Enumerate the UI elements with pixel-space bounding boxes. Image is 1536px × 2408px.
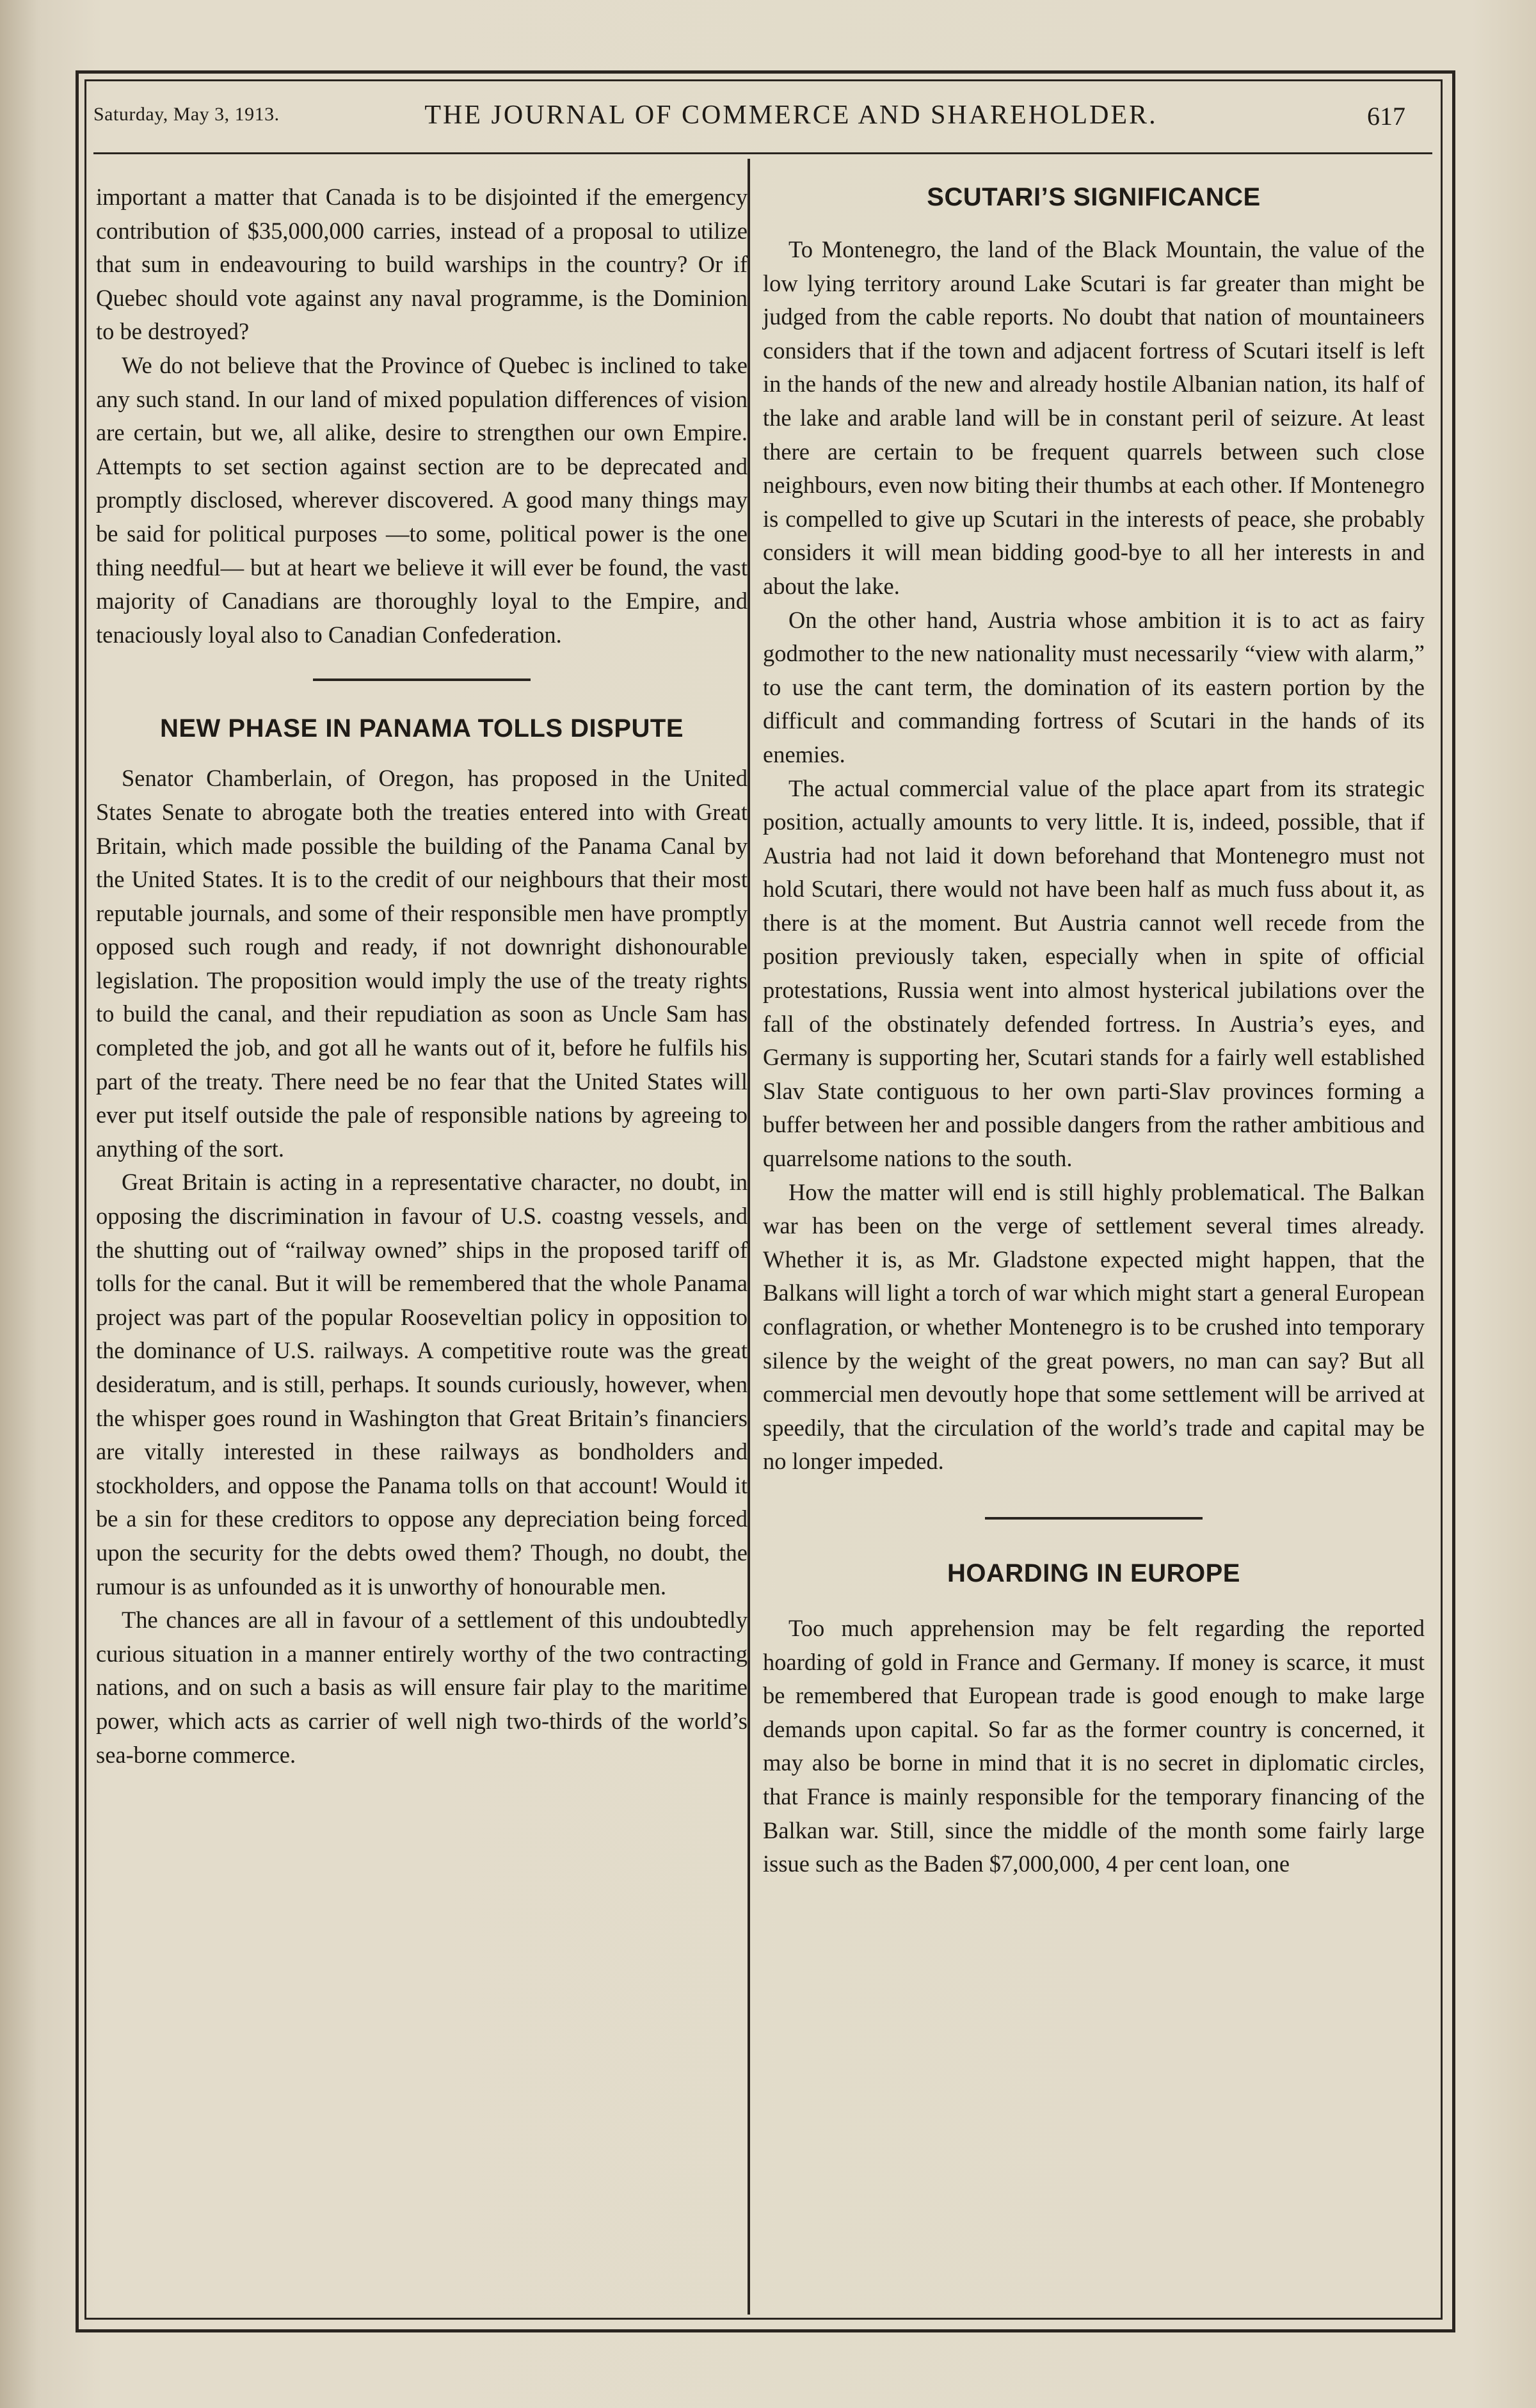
issue-date: Saturday, May 3, 1913. (93, 104, 280, 125)
body-paragraph: Too much apprehension may be felt regarding the reported hoarding of gold in France and Germany. If money is scarce, it must be remembered that European trade is good enough to make large demands upon capital. So far as the former country is concerned, it may also be borne in mind that it is no secret in diplomatic circles, that France is mainly responsible for the temporary financing of the Balkan war. Still, since the middle of the month some fairly large issue such as the Baden $7,000,000, 4 per cent loan, one (763, 1614, 1425, 1877)
continued-paragraph: important a matter that Canada is to be disjointed if the emergency contribution of $35,000,000 carries, instead of a proposal to utilize that sum in endeavouring to build warships in the country? Or if Quebec should vote against any naval programme, is the Dominion to be destroyed? (96, 184, 748, 345)
left-column (96, 181, 748, 1772)
header-rule (93, 152, 1432, 154)
page-number: 617 (1367, 102, 1405, 131)
body-paragraph: To Montenegro, the land of the Black Mountain, the value of the low lying territory around Lake Scutari is far greater than might be judged from the cable reports. No doubt that nation of mountaineers considers that if the town and adjacent fortress of Scutari itself is left in the hands of the new and already hostile Albanian nation, its half of the lake and arable land will be in constant peril of seizure. At least there are certain to be frequent quarrels between such close neighbours, even now biting their thumbs at each other. If Montenegro is compelled to give up Scutari in the interests of peace, she probably considers it will mean bidding good-bye to all her interests in and about the lake. (763, 236, 1425, 599)
body-paragraph: Great Britain is acting in a representative character, no doubt, in opposing the discrimination in favour of U.S. coastng vessels, and the shutting out of “railway owned” ships in the proposed tariff of tolls for the canal. But it will be remembered that the whole Panama project was part of the popular Rooseveltian policy in opposition to the dominance of U.S. railways. A competitive route was the great desideratum, and is still, perhaps. It sounds curiously, however, when the whisper goes round in Washington that Great Britain’s financiers are vitally interested in these railways as bondholders and stockholders, and oppose the Panama tolls on that account! Would it be a sin for these creditors to oppose any depreciation being forced upon the security for the debts owed them? Though, no doubt, the rumour is as unfounded as it is unworthy of honourable men. (96, 1169, 748, 1600)
body-paragraph: On the other hand, Austria whose ambition it is to act as fairy godmother to the new nationality must necessarily “view with alarm,” to use the cant term, the domination of its eastern portion by the difficult and commanding fortress of Scutari in the hands of its enemies. (763, 606, 1425, 767)
body-paragraph: How the matter will end is still highly problematical. The Balkan war has been on the verge of settlement several times already. Whether it is, as Mr. Gladstone expected might happen, that the Balkans will light a torch of war which might start a general European conflagration, or whether Montenegro is to be crushed into temporary silence by the weight of the great powers, no man can say? But all commercial men devoutly hope that some settlement will be arrived at speedily, that the circulation of the world’s trade and capital may be no longer impeded. (763, 1178, 1425, 1475)
article-heading-panama: NEW PHASE IN PANAMA TOLLS DISPUTE (159, 714, 684, 743)
right-column (763, 181, 1425, 1881)
page-header (93, 96, 1431, 147)
article-heading-scutari: SCUTARI’S SIGNIFICANCE (927, 183, 1261, 211)
body-paragraph: We do not believe that the Province of Quebec is inclined to take any such stand. In our land of mixed population differences of vision are certain, but we, all alike, desire to strengthen our own Empire. Attempts to set section against section are to be deprecated and promptly disclosed, wherever discovered. A good many things may be said for political purposes —to some, political power is the one thing needful— but at heart we believe it will ever be found, the vast majority of Canadians are thoroughly loyal to the Empire, and tenaciously loyal also to Canadian Confederation. (96, 351, 748, 648)
body-paragraph: Senator Chamberlain, of Oregon, has proposed in the United States Senate to abrogate both the treaties entered into with Great Britain, which made possible the building of the Panama Canal by the United States. It is to the credit of our neighbours that their most reputable journals, and some of their responsible men have promptly opposed such rough and ready, if not downright dishonourable legislation. The proposition would imply the use of the treaty rights to build the canal, and their repudiation as soon as Uncle Sam has completed the job, and got all he wants out of it, before he fulfils his part of the treaty. There need be no fear that the United States will ever put itself outside the pale of responsible nations by agreeing to anything of the sort. (96, 765, 748, 1162)
article-heading-hoarding: HOARDING IN EUROPE (947, 1559, 1240, 1587)
journal-title: THE JOURNAL OF COMMERCE AND SHAREHOLDER. (424, 100, 1158, 130)
body-paragraph: The actual commercial value of the place apart from its strategic position, actually amounts to very little. It is, indeed, possible, that if Austria had not laid it down beforehand that Montenegro must not hold Scutari, there would not have been half as much fuss about it, as there is at the moment. But Austria cannot well recede from the position previously taken, especially when in spite of official protestations, Russia went into almost hysterical jubilations over the fall of the obstinately defended fortress. In Austria’s eyes, and Germany is supporting her, Scutari stands for a fairly well established Slav State contiguous to her own parti-Slav provinces forming a buffer between her and possible dangers from the rather ambitious and quarrelsome nations to the south. (763, 775, 1425, 1172)
body-paragraph: The chances are all in favour of a settlement of this undoubtedly curious situation in a manner entirely worthy of the two contracting nations, and on such a basis as will ensure fair play to the maritime power, which acts as carrier of well nigh two-thirds of the world’s sea-borne commerce. (96, 1607, 748, 1768)
column-divider (748, 159, 750, 2315)
